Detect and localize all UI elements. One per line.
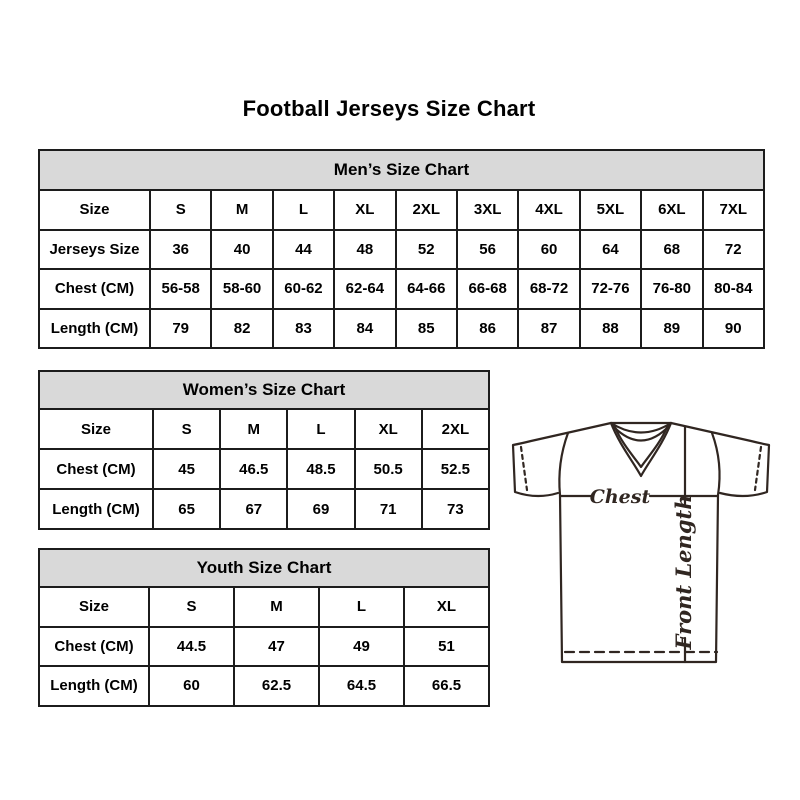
value-cell: 47 bbox=[234, 627, 319, 667]
value-cell: XL bbox=[334, 190, 395, 230]
table-row bbox=[39, 666, 489, 706]
value-cell: 4XL bbox=[518, 190, 579, 230]
value-cell: 36 bbox=[150, 230, 211, 270]
value-cell: 87 bbox=[518, 309, 579, 349]
value-cell: 90 bbox=[703, 309, 764, 349]
table-row bbox=[39, 230, 764, 270]
value-cell: L bbox=[319, 587, 404, 627]
jersey-right-armhole-seam bbox=[712, 433, 720, 495]
value-cell: 79 bbox=[150, 309, 211, 349]
value-cell: 86 bbox=[457, 309, 518, 349]
row-label-cell: Jerseys Size bbox=[39, 230, 150, 270]
value-cell: XL bbox=[404, 587, 489, 627]
table-title: Youth Size Chart bbox=[39, 549, 489, 587]
value-cell: 68-72 bbox=[518, 269, 579, 309]
value-cell: S bbox=[150, 190, 211, 230]
value-cell: 72-76 bbox=[580, 269, 641, 309]
value-cell: 48.5 bbox=[287, 449, 354, 489]
value-cell: 2XL bbox=[396, 190, 457, 230]
value-cell: XL bbox=[355, 409, 422, 449]
row-label-cell: Length (CM) bbox=[39, 666, 149, 706]
mens-size-chart-table bbox=[38, 149, 765, 349]
table-row bbox=[39, 587, 489, 627]
jersey-left-cuff-dashed-seam bbox=[521, 447, 527, 490]
value-cell: S bbox=[153, 409, 220, 449]
value-cell: 3XL bbox=[457, 190, 518, 230]
value-cell: S bbox=[149, 587, 234, 627]
jersey-left-armhole-seam bbox=[559, 433, 568, 495]
youth-size-chart-table bbox=[38, 548, 490, 707]
value-cell: 71 bbox=[355, 489, 422, 529]
value-cell: 60 bbox=[149, 666, 234, 706]
value-cell: 5XL bbox=[580, 190, 641, 230]
value-cell: 62.5 bbox=[234, 666, 319, 706]
table-title-row bbox=[39, 371, 489, 409]
value-cell: 49 bbox=[319, 627, 404, 667]
value-cell: 66.5 bbox=[404, 666, 489, 706]
value-cell: 64-66 bbox=[396, 269, 457, 309]
table-row bbox=[39, 409, 489, 449]
value-cell: L bbox=[287, 409, 354, 449]
womens-size-chart-table bbox=[38, 370, 490, 530]
value-cell: 62-64 bbox=[334, 269, 395, 309]
value-cell: 60 bbox=[518, 230, 579, 270]
value-cell: 58-60 bbox=[211, 269, 272, 309]
value-cell: 82 bbox=[211, 309, 272, 349]
value-cell: 44.5 bbox=[149, 627, 234, 667]
row-label-cell: Chest (CM) bbox=[39, 269, 150, 309]
row-label-cell: Size bbox=[39, 587, 149, 627]
value-cell: 85 bbox=[396, 309, 457, 349]
value-cell: 64.5 bbox=[319, 666, 404, 706]
value-cell: 56-58 bbox=[150, 269, 211, 309]
table-title: Men’s Size Chart bbox=[39, 150, 764, 190]
value-cell: 64 bbox=[580, 230, 641, 270]
value-cell: 6XL bbox=[641, 190, 702, 230]
value-cell: M bbox=[211, 190, 272, 230]
table-title-row bbox=[39, 549, 489, 587]
row-label-cell: Length (CM) bbox=[39, 309, 150, 349]
value-cell: 84 bbox=[334, 309, 395, 349]
row-label-cell: Length (CM) bbox=[39, 489, 153, 529]
value-cell: 60-62 bbox=[273, 269, 334, 309]
value-cell: 44 bbox=[273, 230, 334, 270]
value-cell: 51 bbox=[404, 627, 489, 667]
chest-label: Chest bbox=[589, 486, 651, 508]
value-cell: 66-68 bbox=[457, 269, 518, 309]
row-label-cell: Chest (CM) bbox=[39, 627, 149, 667]
value-cell: 88 bbox=[580, 309, 641, 349]
row-label-cell: Chest (CM) bbox=[39, 449, 153, 489]
value-cell: 83 bbox=[273, 309, 334, 349]
value-cell: 69 bbox=[287, 489, 354, 529]
jersey-measurement-diagram bbox=[505, 400, 777, 672]
value-cell: 89 bbox=[641, 309, 702, 349]
table-row bbox=[39, 449, 489, 489]
value-cell: 48 bbox=[334, 230, 395, 270]
table-row bbox=[39, 269, 764, 309]
value-cell: 80-84 bbox=[703, 269, 764, 309]
value-cell: 40 bbox=[211, 230, 272, 270]
table-row bbox=[39, 190, 764, 230]
value-cell: 50.5 bbox=[355, 449, 422, 489]
value-cell: 45 bbox=[153, 449, 220, 489]
value-cell: 65 bbox=[153, 489, 220, 529]
value-cell: 46.5 bbox=[220, 449, 287, 489]
value-cell: 52.5 bbox=[422, 449, 489, 489]
page-title: Football Jerseys Size Chart bbox=[242, 96, 536, 121]
value-cell: 7XL bbox=[703, 190, 764, 230]
value-cell: 2XL bbox=[422, 409, 489, 449]
value-cell: 67 bbox=[220, 489, 287, 529]
front-length-label: Front Length bbox=[671, 494, 696, 650]
jersey-right-cuff-dashed-seam bbox=[755, 447, 761, 490]
value-cell: 68 bbox=[641, 230, 702, 270]
table-title: Women’s Size Chart bbox=[39, 371, 489, 409]
table-row bbox=[39, 309, 764, 349]
value-cell: M bbox=[220, 409, 287, 449]
value-cell: 56 bbox=[457, 230, 518, 270]
value-cell: 76-80 bbox=[641, 269, 702, 309]
value-cell: 52 bbox=[396, 230, 457, 270]
table-row bbox=[39, 627, 489, 667]
value-cell: 72 bbox=[703, 230, 764, 270]
table-row bbox=[39, 489, 489, 529]
row-label-cell: Size bbox=[39, 190, 150, 230]
table-title-row bbox=[39, 150, 764, 190]
value-cell: M bbox=[234, 587, 319, 627]
row-label-cell: Size bbox=[39, 409, 153, 449]
value-cell: L bbox=[273, 190, 334, 230]
value-cell: 73 bbox=[422, 489, 489, 529]
